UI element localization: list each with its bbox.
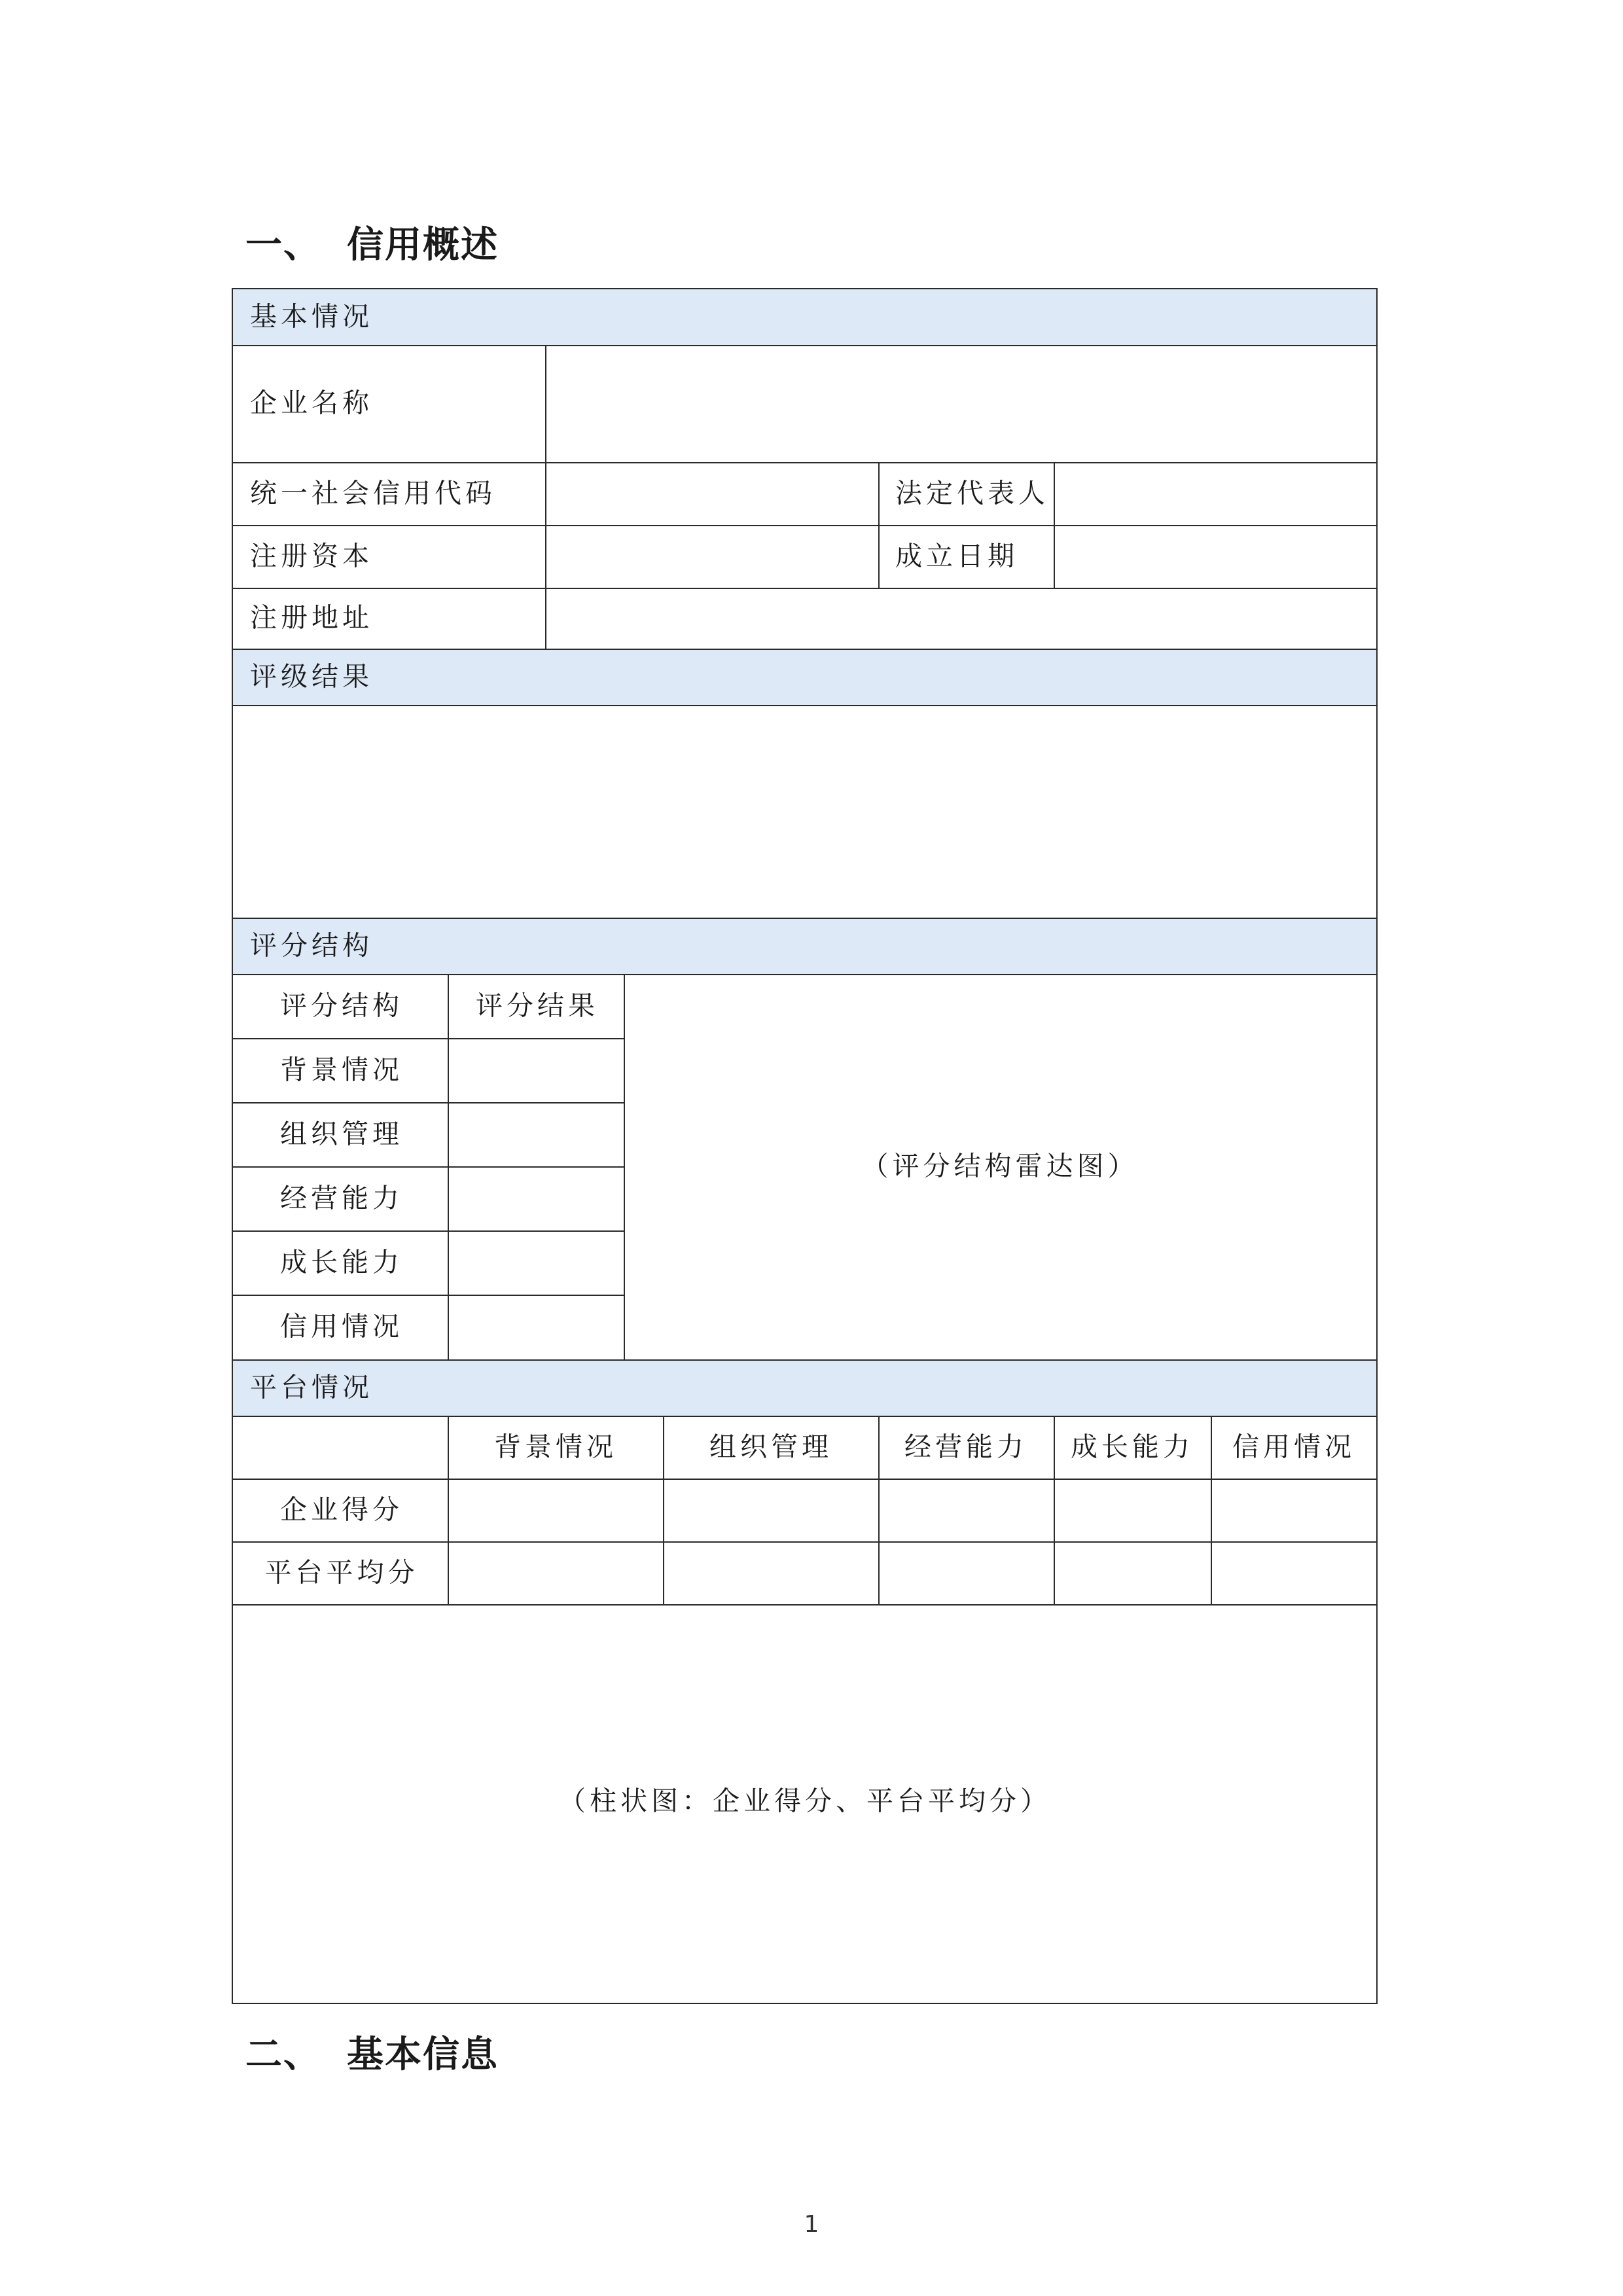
registered-capital-label: 注册资本 <box>250 540 373 572</box>
platform-row-label: 平台平均分 <box>264 1556 419 1588</box>
platform-col-header: 信用情况 <box>1232 1431 1355 1463</box>
platform-col-header: 背景情况 <box>494 1431 617 1463</box>
established-date-label: 成立日期 <box>895 540 1018 572</box>
score-structure-col-structure: 评分结构 <box>280 990 403 1022</box>
page-number: 1 <box>804 2211 819 2238</box>
table-border <box>232 288 1378 2004</box>
section-number: 二、 <box>245 2034 321 2076</box>
section-heading-credit-overview <box>245 216 499 268</box>
credit-code-label: 统一社会信用代码 <box>250 477 496 509</box>
section-heading-basic-info <box>245 2026 499 2078</box>
section-title: 基本信息 <box>347 2034 499 2076</box>
bar-chart-placeholder: （柱状图：企业得分、平台平均分） <box>559 1785 1051 1817</box>
section-title: 信用概述 <box>347 224 499 266</box>
score-row-label: 经营能力 <box>280 1182 403 1214</box>
platform-col-header: 成长能力 <box>1071 1431 1194 1463</box>
platform-header: 平台情况 <box>250 1371 373 1403</box>
company-name-label: 企业名称 <box>250 387 373 419</box>
platform-row-label: 企业得分 <box>280 1494 403 1526</box>
score-structure-header: 评分结构 <box>250 929 373 961</box>
radar-chart-placeholder: （评分结构雷达图） <box>861 1150 1139 1182</box>
score-row-label: 组织管理 <box>280 1118 403 1150</box>
score-row-label: 背景情况 <box>280 1054 403 1086</box>
score-structure-col-result: 评分结果 <box>476 990 599 1022</box>
basic-situation-header: 基本情况 <box>250 300 373 332</box>
platform-col-header: 组织管理 <box>709 1431 832 1463</box>
rating-result-header: 评级结果 <box>250 660 373 692</box>
score-row-label: 信用情况 <box>280 1310 403 1342</box>
score-row-label: 成长能力 <box>280 1246 403 1278</box>
platform-col-header: 经营能力 <box>904 1431 1027 1463</box>
section-number: 一、 <box>245 224 321 266</box>
registered-address-label: 注册地址 <box>250 601 373 634</box>
legal-rep-label: 法定代表人 <box>895 477 1049 509</box>
